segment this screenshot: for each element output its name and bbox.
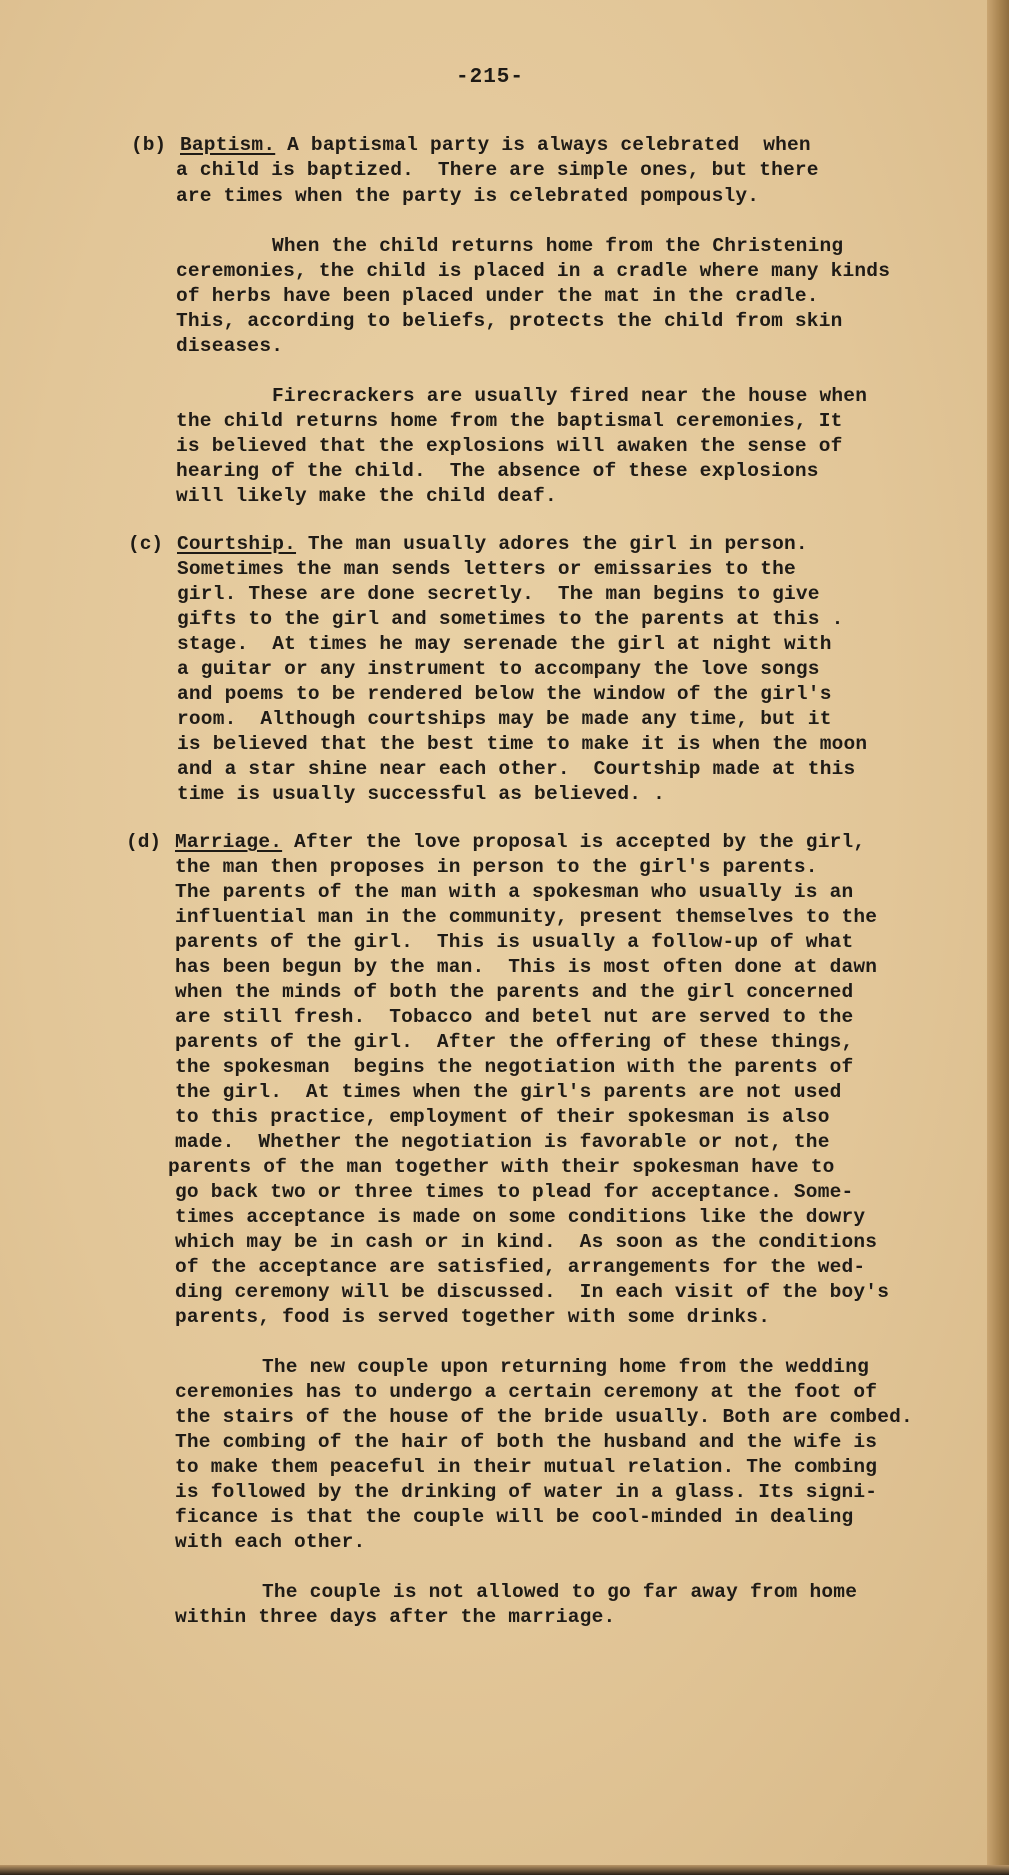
text-line: time is usually successful as believed. . <box>177 783 665 805</box>
text-line: The parents of the man with a spokesman who usually is an <box>175 881 854 903</box>
text-line: Sometimes the man sends letters or emissaries to the <box>177 558 796 580</box>
text-line: to make them peaceful in their mutual relation. The combing <box>175 1456 878 1478</box>
text-line: the girl. At times when the girl's parents are not used <box>175 1081 842 1103</box>
text-line: of the acceptance are satisfied, arrangements for the wed- <box>175 1256 866 1278</box>
section-label-d: (d) <box>126 831 162 853</box>
text-line: parents of the girl. This is usually a follow-up of what <box>175 931 854 953</box>
text-line: diseases. <box>176 335 284 357</box>
text-line: is followed by the drinking of water in a glass. Its signi- <box>175 1481 878 1503</box>
text-line: and a star shine near each other. Courtship made at this <box>177 758 856 780</box>
text-line: parents, food is served together with some drinks. <box>175 1306 771 1328</box>
text-line: ding ceremony will be discussed. In each visit of the boy's <box>175 1281 890 1303</box>
text-line: is believed that the best time to make it is when the moon <box>177 733 868 755</box>
text-line: parents of the man together with their spokesman have to <box>168 1156 835 1178</box>
text-line: to this practice, employment of their spokesman is also <box>175 1106 830 1128</box>
text-line: stage. At times he may serenade the girl at night with <box>177 633 832 655</box>
page-bottom-edge <box>0 1865 1009 1875</box>
baptism-heading: Baptism. <box>180 134 276 156</box>
text-line: girl. These are done secretly. The man begins to give <box>177 583 820 605</box>
courtship-heading: Courtship. <box>177 533 297 555</box>
text-line: are times when the party is celebrated pompously. <box>176 185 760 207</box>
text-line: ficance is that the couple will be cool-minded in dealing <box>175 1506 854 1528</box>
text-line: influential man in the community, present themselves to the <box>175 906 878 928</box>
text-line: a child is baptized. There are simple ones, but there <box>176 159 819 181</box>
text-line: The combing of the hair of both the husband and the wife is <box>175 1431 878 1453</box>
text-line: will likely make the child deaf. <box>176 485 557 507</box>
text-line: within three days after the marriage. <box>175 1606 616 1628</box>
page-edge <box>987 0 1009 1875</box>
text-line: Firecrackers are usually fired near the house when <box>272 385 868 407</box>
marriage-heading: Marriage. <box>175 831 283 853</box>
text-line: ceremonies has to undergo a certain ceremony at the foot of <box>175 1381 878 1403</box>
baptism-first-line: Baptism. A baptismal party is always celebrated when <box>180 134 811 156</box>
text-line: the child returns home from the baptismal ceremonies, It <box>176 410 843 432</box>
text-line: The couple is not allowed to go far away from home <box>262 1581 858 1603</box>
courtship-first-line: Courtship. The man usually adores the girl in person. <box>177 533 808 555</box>
text-line: This, according to beliefs, protects the child from skin <box>176 310 843 332</box>
text-line: and poems to be rendered below the window of the girl's <box>177 683 832 705</box>
text-line: of herbs have been placed under the mat in the cradle. <box>176 285 819 307</box>
marriage-first-line: Marriage. After the love proposal is accepted by the girl, <box>175 831 866 853</box>
text-line: go back two or three times to plead for acceptance. Some- <box>175 1181 854 1203</box>
text-line: hearing of the child. The absence of these explosions <box>176 460 819 482</box>
text-line: room. Although courtships may be made any time, but it <box>177 708 832 730</box>
text-line: a guitar or any instrument to accompany the love songs <box>177 658 820 680</box>
section-label-b: (b) <box>131 134 167 156</box>
text-line: when the minds of both the parents and the girl concerned <box>175 981 854 1003</box>
text-line: times acceptance is made on some conditions like the dowry <box>175 1206 866 1228</box>
text-line: ceremonies, the child is placed in a cradle where many kinds <box>176 260 891 282</box>
text-line: are still fresh. Tobacco and betel nut are served to the <box>175 1006 854 1028</box>
text-line: made. Whether the negotiation is favorable or not, the <box>175 1131 830 1153</box>
text-line: parents of the girl. After the offering of these things, <box>175 1031 854 1053</box>
text-line: When the child returns home from the Christening <box>272 235 844 257</box>
text-line: which may be in cash or in kind. As soon as the conditions <box>175 1231 878 1253</box>
text-line: the stairs of the house of the bride usually. Both are combed. <box>175 1406 913 1428</box>
text-line: The new couple upon returning home from the wedding <box>262 1356 869 1378</box>
text-line: is believed that the explosions will awaken the sense of <box>176 435 843 457</box>
text-line: the man then proposes in person to the girl's parents. <box>175 856 818 878</box>
text-line: with each other. <box>175 1531 366 1553</box>
section-label-c: (c) <box>128 533 164 555</box>
text-line: has been begun by the man. This is most often done at dawn <box>175 956 878 978</box>
page-number: -215- <box>455 66 524 89</box>
text-line: gifts to the girl and sometimes to the parents at this . <box>177 608 844 630</box>
text-line: the spokesman begins the negotiation with the parents of <box>175 1056 854 1078</box>
